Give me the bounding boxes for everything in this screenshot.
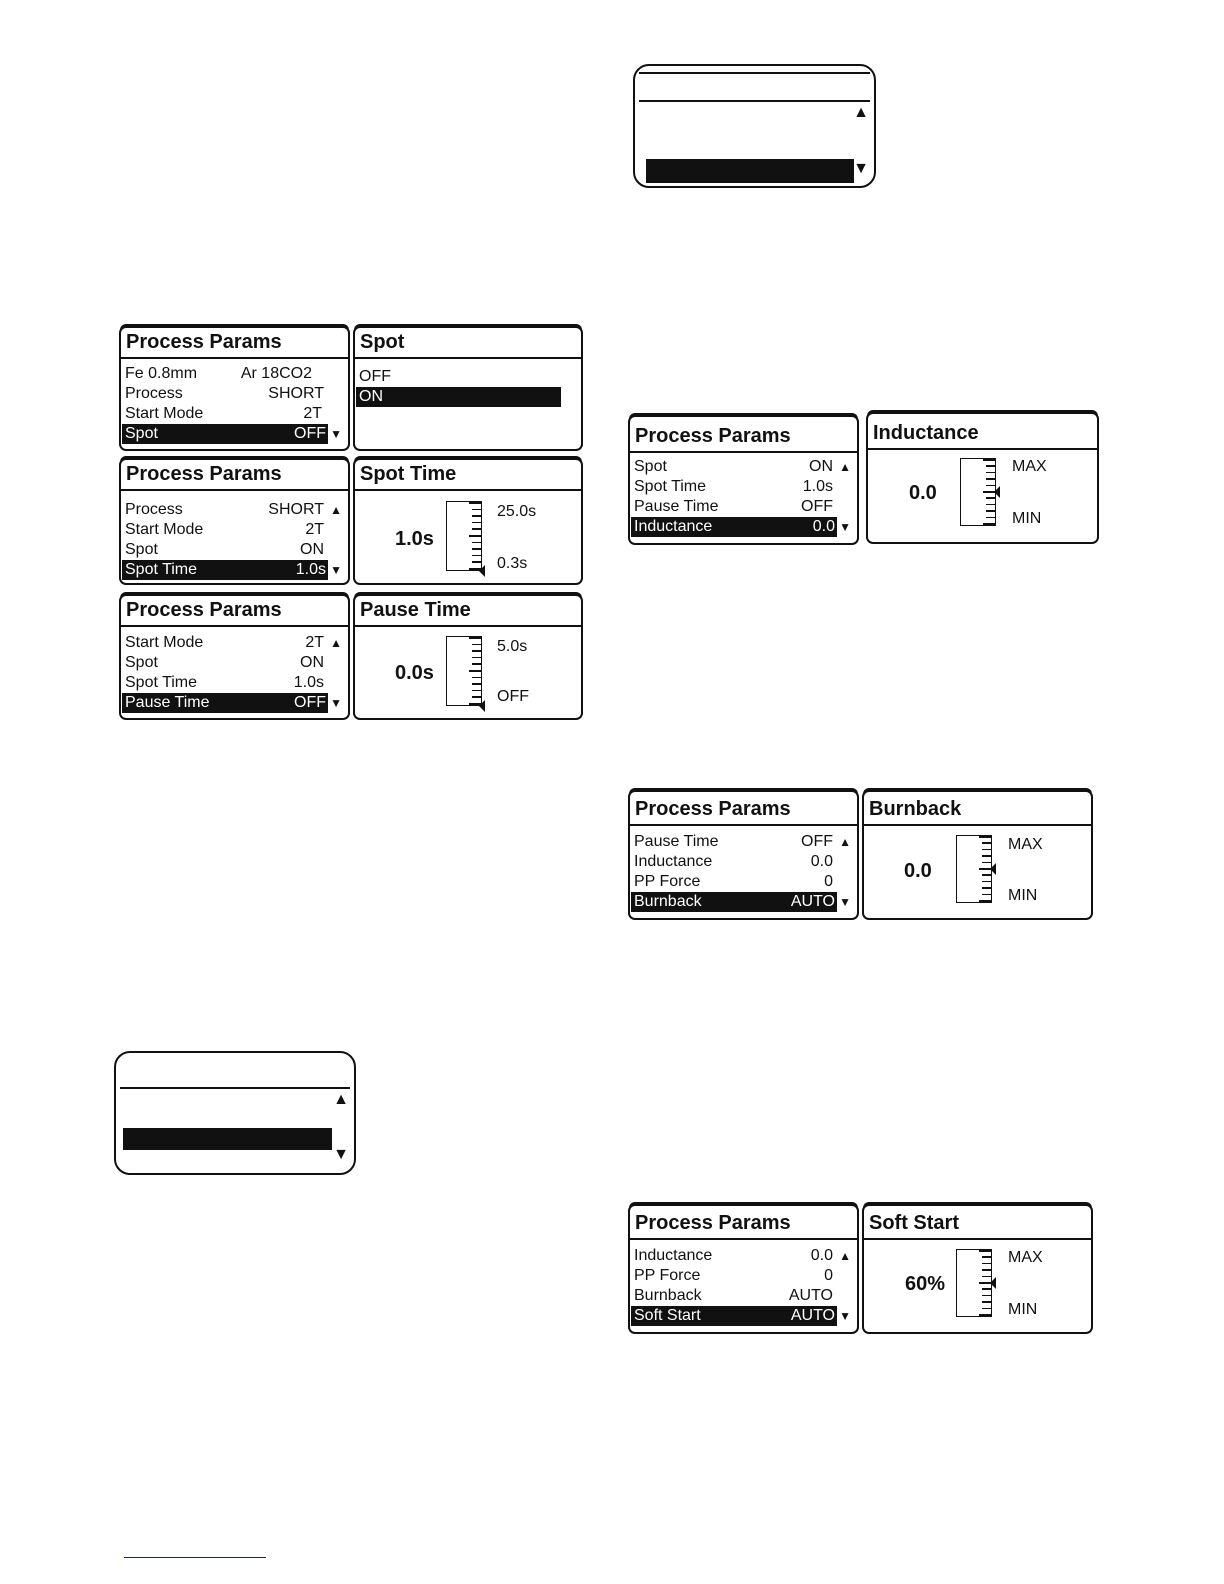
- scroll-down-icon: ▼: [330, 696, 342, 710]
- param-row-selected[interactable]: [634, 1306, 853, 1326]
- param-value: 1.0s: [802, 478, 833, 495]
- param-label: Spot: [634, 458, 667, 475]
- param-label: Spot Time: [125, 561, 198, 578]
- scale-max-label: MAX: [1008, 836, 1043, 853]
- scale-tick: [469, 637, 481, 639]
- scale-tick: [472, 657, 481, 659]
- scale-tick: [472, 561, 481, 563]
- process-params-panel-spot-time: [119, 458, 350, 585]
- panel-title: Pause Time: [355, 596, 581, 627]
- param-value: SHORT: [268, 501, 324, 518]
- param-row-selected[interactable]: [634, 517, 853, 537]
- param-row[interactable]: [125, 673, 344, 693]
- panel-title: Spot: [355, 328, 581, 359]
- panel-title: Spot Time: [355, 460, 581, 491]
- param-label: Burnback: [634, 1287, 702, 1304]
- param-label: Pause Time: [125, 694, 210, 711]
- param-label: Process: [125, 501, 183, 518]
- scale-tick: [472, 522, 481, 524]
- level-pointer-icon: [479, 700, 485, 712]
- scale-tick: [986, 504, 995, 506]
- scale-tick: [472, 690, 481, 692]
- scale-tick: [472, 509, 481, 511]
- scale-tick: [472, 683, 481, 685]
- scroll-up-icon: ▲: [330, 503, 342, 517]
- param-row[interactable]: [125, 404, 344, 424]
- param-row[interactable]: [634, 1266, 853, 1286]
- param-label: Inductance: [634, 1247, 713, 1264]
- param-row[interactable]: [634, 832, 853, 852]
- param-value: 2T: [305, 521, 324, 538]
- param-row[interactable]: [125, 540, 344, 560]
- param-value: 0: [824, 873, 833, 890]
- panel-title: Process Params: [630, 1209, 857, 1240]
- scale-tick: [472, 650, 481, 652]
- current-value: 1.0s: [395, 528, 434, 550]
- scale-tick: [983, 459, 995, 461]
- scale-tick: [472, 644, 481, 646]
- param-row[interactable]: [634, 477, 853, 497]
- scale-tick: [472, 677, 481, 679]
- param-value: 0.0: [810, 853, 833, 870]
- scale-tick: [472, 542, 481, 544]
- scale-tick: [472, 663, 481, 665]
- param-label: Start Mode: [125, 521, 204, 538]
- scroll-down-icon: ▼: [330, 427, 342, 441]
- param-value: 0.0: [810, 1247, 833, 1264]
- scale-tick: [979, 836, 991, 838]
- param-row[interactable]: [125, 364, 344, 384]
- scale-tick: [986, 472, 995, 474]
- selection-bar: [646, 159, 854, 183]
- footnote-rule: [124, 1557, 266, 1558]
- param-value: 2T: [305, 634, 324, 651]
- level-scale: [960, 458, 996, 526]
- panel-title: Process Params: [630, 422, 857, 453]
- scale-tick: [982, 1301, 991, 1303]
- scale-min-label: MIN: [1012, 510, 1042, 527]
- process-params-panel-inductance: [628, 415, 859, 545]
- param-label: Process: [125, 385, 183, 402]
- param-row[interactable]: [125, 384, 344, 404]
- scale-tick: [982, 887, 991, 889]
- scale-tick: [472, 528, 481, 530]
- scroll-down-icon: ▼: [839, 1309, 851, 1323]
- level-scale: [956, 1249, 992, 1317]
- scale-tick: [472, 696, 481, 698]
- panel-title: Inductance: [868, 419, 1097, 450]
- blank-menu-template-bottom: [114, 1051, 356, 1175]
- param-value: AUTO: [790, 893, 835, 910]
- scale-tick: [982, 1263, 991, 1265]
- scale-tick: [982, 1256, 991, 1258]
- scale-max-label: MAX: [1008, 1249, 1043, 1266]
- param-label: Spot: [125, 425, 158, 442]
- scale-min-label: MIN: [1008, 1301, 1038, 1318]
- param-value: 1.0s: [293, 674, 324, 691]
- param-label: Start Mode: [125, 405, 204, 422]
- spot-option-panel: [353, 326, 583, 451]
- scale-tick: [982, 894, 991, 896]
- param-label: Spot Time: [125, 674, 198, 691]
- divider: [639, 100, 870, 102]
- scroll-down-icon: ▼: [330, 563, 342, 577]
- param-label: Start Mode: [125, 634, 204, 651]
- option-on-selected[interactable]: ON: [356, 387, 561, 407]
- spot-time-panel: [353, 458, 583, 585]
- panel-title: Process Params: [630, 795, 857, 826]
- scale-max-label: 5.0s: [497, 638, 528, 655]
- level-scale: [446, 501, 482, 571]
- blank-menu-template-top: [633, 64, 876, 188]
- param-row-selected[interactable]: [125, 424, 344, 444]
- param-row-selected[interactable]: [125, 693, 344, 713]
- param-row[interactable]: [634, 872, 853, 892]
- level-pointer-icon: [994, 486, 1000, 498]
- param-label: Inductance: [634, 518, 713, 535]
- param-label: Pause Time: [634, 833, 719, 850]
- scroll-up-icon: ▲: [853, 104, 869, 121]
- scroll-down-icon: ▼: [853, 160, 869, 177]
- scale-tick: [983, 523, 995, 525]
- scroll-up-icon: ▲: [330, 636, 342, 650]
- scale-tick: [472, 515, 481, 517]
- scale-tick: [982, 849, 991, 851]
- param-label: Inductance: [634, 853, 713, 870]
- level-pointer-icon: [990, 863, 996, 875]
- selection-bar: [123, 1128, 332, 1150]
- divider: [120, 1087, 350, 1089]
- scale-tick: [982, 1308, 991, 1310]
- scale-tick: [979, 1250, 991, 1252]
- panel-title: Soft Start: [864, 1209, 1091, 1240]
- scale-max-label: MAX: [1012, 458, 1047, 475]
- scroll-up-icon: ▲: [839, 460, 851, 474]
- param-label: Spot Time: [634, 478, 707, 495]
- panel-title: Burnback: [864, 795, 1091, 826]
- param-row[interactable]: [634, 497, 853, 517]
- param-row-selected[interactable]: [125, 560, 344, 580]
- scroll-up-icon: ▲: [839, 835, 851, 849]
- param-value: ON: [809, 458, 833, 475]
- scale-tick: [982, 1295, 991, 1297]
- param-value: AUTO: [788, 1287, 833, 1304]
- current-value: 60%: [905, 1273, 946, 1295]
- process-params-panel-pause-time: [119, 594, 350, 720]
- param-value: AUTO: [790, 1307, 835, 1324]
- param-label: PP Force: [634, 1267, 701, 1284]
- param-label: Soft Start: [634, 1307, 701, 1324]
- scale-tick: [979, 900, 991, 902]
- param-row[interactable]: [125, 520, 344, 540]
- scale-tick: [982, 842, 991, 844]
- level-scale: [956, 835, 992, 903]
- scale-tick: [986, 517, 995, 519]
- pause-time-panel: [353, 594, 583, 720]
- panel-title: Process Params: [121, 596, 348, 627]
- scale-tick: [472, 548, 481, 550]
- scale-min-label: MIN: [1008, 887, 1038, 904]
- scale-tick: [982, 1269, 991, 1271]
- scale-tick: [986, 478, 995, 480]
- scale-tick: [469, 502, 481, 504]
- scale-tick: [986, 510, 995, 512]
- scale-min-label: 0.3s: [497, 555, 528, 572]
- param-value: 2T: [303, 405, 322, 422]
- panel-title: Process Params: [121, 460, 348, 491]
- scale-tick: [979, 1314, 991, 1316]
- param-value: ON: [300, 654, 324, 671]
- level-pointer-icon: [479, 565, 485, 577]
- current-value: 0.0: [904, 860, 932, 882]
- divider: [639, 72, 870, 74]
- param-label: Spot: [125, 654, 158, 671]
- param-value: Ar 18CO2: [240, 365, 312, 382]
- scroll-up-icon: ▲: [839, 1249, 851, 1263]
- param-label: Spot: [125, 541, 158, 558]
- param-label: Burnback: [634, 893, 702, 910]
- param-row[interactable]: [125, 633, 344, 653]
- param-row-selected[interactable]: [634, 892, 853, 912]
- param-value: SHORT: [268, 385, 324, 402]
- scroll-down-icon: ▼: [839, 895, 851, 909]
- current-value: 0.0s: [395, 662, 434, 684]
- soft-start-panel: [862, 1204, 1093, 1334]
- scale-tick: [986, 465, 995, 467]
- param-label: Pause Time: [634, 498, 719, 515]
- param-label: Fe 0.8mm: [125, 365, 198, 382]
- param-value: OFF: [801, 498, 833, 515]
- scale-tick: [469, 670, 481, 672]
- param-value: 0.0: [812, 518, 835, 535]
- scale-tick: [982, 881, 991, 883]
- level-pointer-icon: [990, 1277, 996, 1289]
- level-scale: [446, 636, 482, 706]
- param-row[interactable]: [634, 1246, 853, 1266]
- scale-tick: [982, 855, 991, 857]
- param-value: OFF: [294, 425, 326, 442]
- param-row[interactable]: [634, 1286, 853, 1306]
- option-off[interactable]: OFF: [359, 368, 391, 385]
- param-row[interactable]: [125, 653, 344, 673]
- panel-title: Process Params: [121, 328, 348, 359]
- scale-tick: [472, 555, 481, 557]
- burnback-panel: [862, 790, 1093, 920]
- param-value: OFF: [801, 833, 833, 850]
- process-params-panel-burnback: [628, 790, 859, 920]
- process-params-panel-soft-start: [628, 1204, 859, 1334]
- param-row[interactable]: [634, 457, 853, 477]
- param-value: 0: [824, 1267, 833, 1284]
- scroll-up-icon: ▲: [333, 1091, 349, 1108]
- scroll-down-icon: ▼: [839, 520, 851, 534]
- inductance-panel: [866, 412, 1099, 544]
- scale-tick: [469, 535, 481, 537]
- scroll-down-icon: ▼: [333, 1146, 349, 1163]
- scale-min-label: OFF: [497, 688, 529, 705]
- current-value: 0.0: [909, 482, 937, 504]
- scale-max-label: 25.0s: [497, 503, 537, 520]
- param-row[interactable]: [634, 852, 853, 872]
- param-row[interactable]: [125, 500, 344, 520]
- param-label: PP Force: [634, 873, 701, 890]
- process-params-panel-spot: [119, 326, 350, 451]
- param-value: ON: [300, 541, 324, 558]
- param-value: OFF: [294, 694, 326, 711]
- param-value: 1.0s: [295, 561, 326, 578]
